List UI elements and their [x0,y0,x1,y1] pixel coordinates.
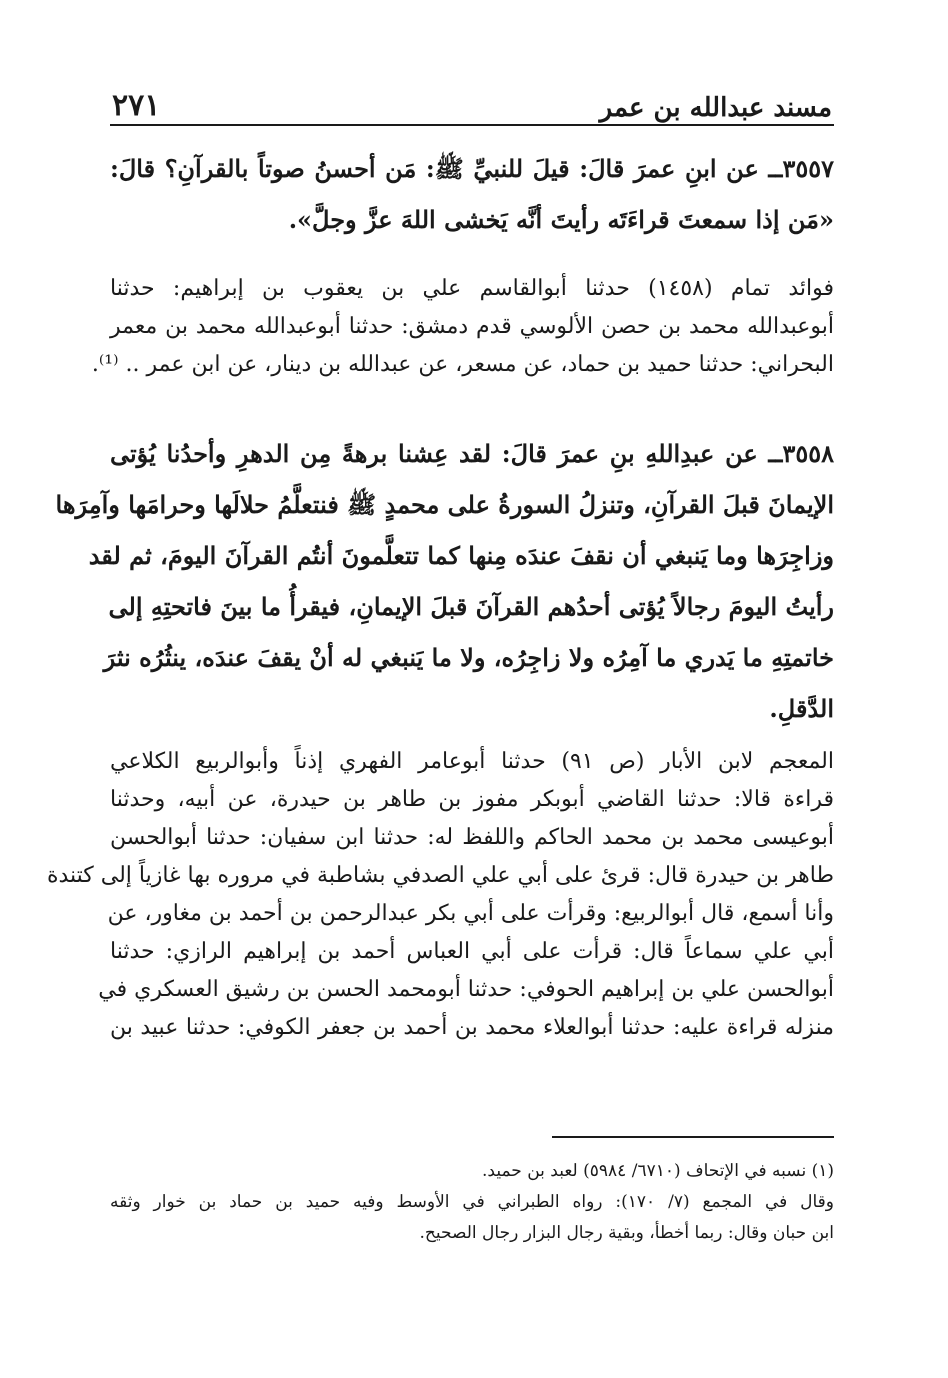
source-line: البحراني: حدثنا حميد بن حماد، عن مسعر، عن عبدالله بن دينار، عن ابن عمر .. ⁽¹⁾. [91,352,834,377]
source-line: أبوالحسن علي بن إبراهيم الحوفي: حدثنا أبومحمد الحسن بن رشيق العسكري في [98,977,834,1002]
source-line: أبوعيسى محمد بن محمد الحاكم واللفظ له: حدثنا ابن سفيان: حدثنا أبوالحسن [110,825,834,850]
header-rule [110,124,834,126]
footnote-line: (١) نسبه في الإتحاف (٦٧١٠/ ٥٩٨٤) لعبد بن حميد. [482,1161,834,1181]
source-line: فوائد تمام (١٤٥٨) حدثنا أبوالقاسم علي بن يعقوب بن إبراهيم: حدثنا [110,276,834,301]
page-number: ٢٧١ [112,88,161,123]
hadith-line: الإيمانَ قبلَ القرآنِ، وتنزلُ السورةُ على محمدٍ ﷺ فنتعلَّمُ حلالَها وحرامَها وآمِرَها [55,490,834,519]
footnote-rule [552,1136,834,1138]
source-mujam-ibn-al-abbar [46,743,834,1047]
hadith-3557 [110,143,834,245]
hadith-3558 [55,428,834,734]
source-line: أبي علي سماعاً قال: قرأت على أبي العباس أحمد بن إبراهيم الرازي: حدثنا [110,939,834,964]
source-line: منزله قراءة عليه: حدثنا أبوالعلاء محمد بن أحمد بن جعفر الكوفي: حدثنا عبيد بن [110,1015,834,1040]
source-line: وأنا أسمع، قال أبوالربيع: وقرأت على أبي بكر عبدالرحمن بن أحمد بن مغاور، عن [107,901,834,926]
hadith-line: خاتمتِهِ ما يَدري ما آمِرُه ولا زاجِرُه، ولا ما يَنبغي له أنْ يقفَ عندَه، ينثُرُه نثرَ [103,643,834,672]
hadith-line: ٣٥٥٨ــ عن عبدِاللهِ بنِ عمرَ قالَ: لقد عِشنا برهةً مِن الدهرِ وأحدُنا يُؤتى [110,439,834,468]
source-line: أبوعبدالله محمد بن حصن الألوسي قدم دمشق: حدثنا أبوعبدالله محمد بن معمر [110,314,834,339]
footnote-line: وقال في المجمع (٧/ ١٧٠): رواه الطبراني في الأوسط وفيه حميد بن حماد بن خوار وثقه [110,1192,834,1212]
source-line: قراءة قالا: حدثنا القاضي أبوبكر مفوز بن طاهر بن حيدرة، عن أبيه، وحدثنا [110,787,834,812]
hadith-line: الدَّقلِ. [769,694,834,723]
hadith-line: رأيتُ اليومَ رجالاً يُؤتى أحدُهم القرآنَ قبلَ الإيمانِ، فيقرأُ ما بينَ فاتحتِهِ إلى [108,592,834,621]
source-line: طاهر بن حيدرة قال: قرئ على أبي علي الصدفي بشاطبة في مروره بها غازياً إلى كتندة [46,863,834,888]
running-title: مسند عبدالله بن عمر [599,93,832,123]
hadith-line: ٣٥٥٧ــ عن ابنِ عمرَ قالَ: قيلَ للنبيِّ ﷺ: مَن أحسنُ صوتاً بالقرآنِ؟ قالَ: [110,154,834,183]
source-fawaid-tammam [91,270,834,384]
source-line: المعجم لابن الأبار (ص ٩١) حدثنا أبوعامر الفهري إذناً وأبوالربيع الكلاعي [110,749,834,774]
hadith-line: وزاجِرَها وما يَنبغي أن نقفَ عندَه مِنها كما تتعلَّمونَ أنتُم القرآنَ اليومَ، ثم لقد [88,541,834,570]
footnote-line: ابن حبان وقال: ربما أخطأ، وبقية رجال البزار رجال الصحيح. [419,1223,834,1243]
page-header [112,85,832,123]
hadith-line: «مَن إذا سمعتَ قراءَتَه رأيتَ أنَّه يَخشى اللهَ عزَّ وجلَّ». [288,205,834,234]
footnotes [110,1156,834,1249]
